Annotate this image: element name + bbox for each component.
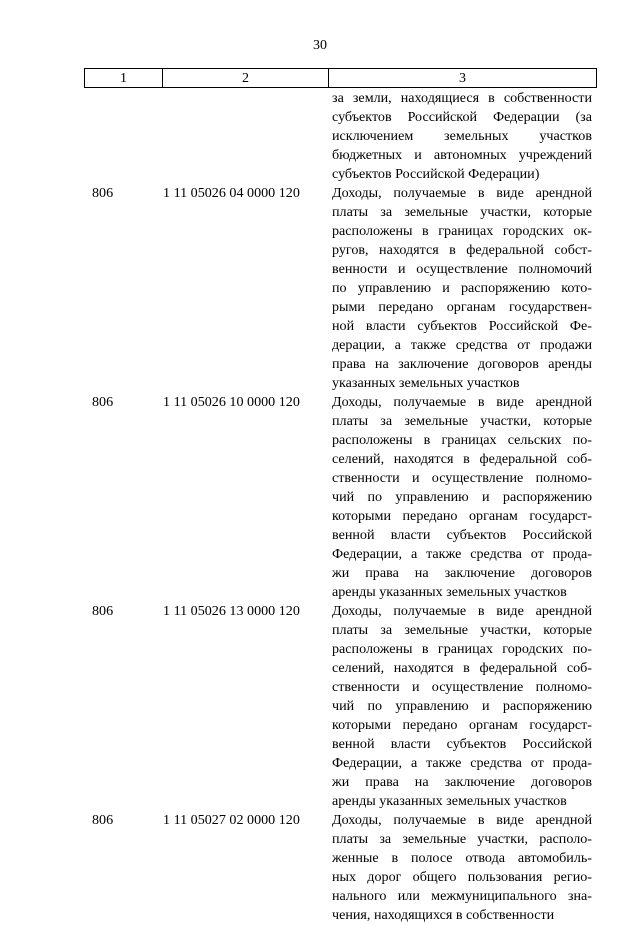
header-col-1: 1: [85, 69, 163, 88]
description-line: жи права на заключение договоров: [332, 565, 592, 581]
budget-code: 1 11 05026 04 0000 120: [163, 185, 300, 201]
description-line: ственности и осуществление полномо-: [332, 470, 592, 486]
description-line: ных дорог общего пользования регио-: [332, 869, 592, 885]
description-line: Федерации, а также средства от прода-: [332, 755, 592, 771]
table-header: [84, 68, 597, 88]
description-line: исключением земельных участков: [332, 128, 592, 144]
description-line: венности и осуществление полномочий: [332, 261, 592, 277]
description-line: венной власти субъектов Российской: [332, 527, 592, 543]
description-line: платы за земельные участки, которые: [332, 413, 592, 429]
description-line: чий по управлению и распоряжению: [332, 489, 592, 505]
admin-code: 806: [92, 603, 114, 619]
description-line: платы за земельные участки, которые: [332, 622, 592, 638]
description-line: Доходы, получаемые в виде арендной: [332, 394, 592, 410]
admin-code: 806: [92, 185, 114, 201]
page-number: 30: [313, 38, 327, 53]
table-row: [84, 184, 596, 393]
description-line: венной власти субъектов Российской: [332, 736, 592, 752]
income-description: [328, 602, 592, 811]
table-row: [84, 811, 596, 925]
budget-code: 1 11 05026 13 0000 120: [163, 603, 300, 619]
description-line: селений, находятся в федеральной соб-: [332, 660, 592, 676]
header-col-3: 3: [329, 69, 597, 88]
description-line: платы за земельные участки, располо-: [332, 831, 592, 847]
description-line: по управлению и распоряжению кото-: [332, 280, 592, 296]
description-line: чий по управлению и распоряжению: [332, 698, 592, 714]
description-line: Доходы, получаемые в виде арендной: [332, 185, 592, 201]
table-row: [84, 602, 596, 811]
table-row: [84, 89, 596, 184]
description-line: бюджетных и автономных учреждений: [332, 147, 592, 163]
description-line: дерации, а также средства от продажи: [332, 337, 592, 353]
description-line: Доходы, получаемые в виде арендной: [332, 812, 592, 828]
description-line: ругов, находятся в федеральной собст-: [332, 242, 592, 258]
description-line: чения, находящихся в собственности: [332, 907, 555, 923]
description-line: расположены в границах городских по-: [332, 641, 592, 657]
description-line: ственности и осуществление полномо-: [332, 679, 592, 695]
description-line: права на заключение договоров аренды: [332, 356, 592, 372]
description-line: аренды указанных земельных участков: [332, 584, 567, 600]
description-line: ной власти субъектов Российской Фе-: [332, 318, 592, 334]
description-line: указанных земельных участков: [332, 375, 520, 391]
description-line: Федерации, а также средства от прода-: [332, 546, 592, 562]
description-line: нального или межмуниципального зна-: [332, 888, 592, 904]
description-line: которыми передано органам государст-: [332, 508, 592, 524]
admin-code: 806: [92, 394, 114, 410]
description-line: расположены в границах сельских по-: [332, 432, 592, 448]
income-description: [328, 184, 592, 393]
description-line: селений, находятся в федеральной соб-: [332, 451, 592, 467]
income-description: [328, 393, 592, 602]
header-col-2: 2: [163, 69, 329, 88]
table-row: [84, 393, 596, 602]
admin-code: 806: [92, 812, 114, 828]
description-line: платы за земельные участки, которые: [332, 204, 592, 220]
description-line: расположены в границах городских ок-: [332, 223, 592, 239]
description-line: за земли, находящиеся в собственности: [332, 90, 592, 106]
table-body: [84, 89, 596, 925]
income-description: [328, 89, 592, 184]
description-line: которыми передано органам государст-: [332, 717, 592, 733]
budget-code: 1 11 05027 02 0000 120: [163, 812, 300, 828]
income-description: [328, 811, 592, 925]
description-line: Доходы, получаемые в виде арендной: [332, 603, 592, 619]
description-line: субъектов Российской Федерации): [332, 166, 540, 182]
description-line: жи права на заключение договоров: [332, 774, 592, 790]
description-line: субъектов Российской Федерации (за: [332, 109, 592, 125]
description-line: рыми передано органам государствен-: [332, 299, 592, 315]
description-line: аренды указанных земельных участков: [332, 793, 567, 809]
description-line: женные в полосе отвода автомобиль-: [332, 850, 592, 866]
budget-code: 1 11 05026 10 0000 120: [163, 394, 300, 410]
